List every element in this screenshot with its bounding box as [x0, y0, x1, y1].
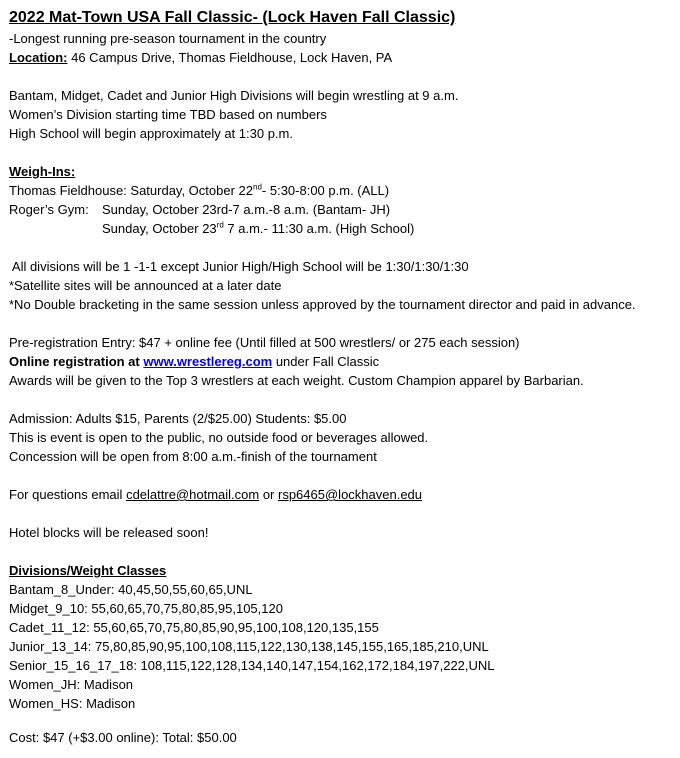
cost-line: Cost: $47 (+$3.00 online): Total: $50.00	[9, 730, 237, 745]
division-item: Senior_15_16_17_18: 108,115,122,128,134,140,147,154,162,172,184,197,222,UNL	[9, 658, 495, 673]
location-label: Location:	[9, 50, 68, 65]
awards-line: Awards will be given to the Top 3 wrestlers at each weight. Custom Champion apparel by Barbarian.	[9, 373, 584, 388]
admission-line-2: This is event is open to the public, no outside food or beverages allowed.	[9, 430, 429, 445]
rule-line-2: *Satellite sites will be announced at a later date	[9, 278, 282, 293]
gym-session-2-time: 7 a.m.- 11:30 a.m. (High School)	[223, 221, 415, 236]
gym-session-2-date: Sunday, October 23	[102, 221, 217, 236]
rule-line-3: *No Double bracketing in the same session unless approved by the tournament director and paid in advance.	[9, 297, 636, 312]
division-item: Women_HS: Madison	[9, 696, 136, 711]
weigh-in-gym-2	[9, 221, 414, 237]
division-item: Women_JH: Madison	[9, 677, 134, 692]
pre-registration: Pre-registration Entry: $47 + online fee (Until filled at 500 wrestlers/ or 275 each session)	[9, 335, 520, 350]
rule-line-1: All divisions will be 1 -1-1 except Junior High/High School will be 1:30/1:30/1:30	[9, 259, 469, 274]
weigh-in-gym-1	[9, 202, 390, 218]
gym-session-1: Sunday, October 23rd-7 a.m.-8 a.m. (Bantam- JH)	[102, 202, 391, 217]
email-link-cdelattre[interactable]: cdelattre@hotmail.com	[126, 487, 260, 502]
hotel-line: Hotel blocks will be released soon!	[9, 525, 209, 540]
admission-line-3: Concession will be open from 8:00 a.m.-finish of the tournament	[9, 449, 377, 464]
gym-session-2-suffix: rd	[216, 220, 224, 230]
tagline: -Longest running pre-season tournament in the country	[9, 31, 327, 46]
weigh-in-fieldhouse	[9, 183, 389, 199]
location-value: 46 Campus Drive, Thomas Fieldhouse, Lock Haven, PA	[67, 50, 393, 65]
weigh-ins-heading: Weigh-Ins:	[9, 164, 76, 179]
contact-pre: For questions email	[9, 487, 127, 502]
division-item: Cadet_11_12: 55,60,65,70,75,80,85,90,95,100,108,120,135,155	[9, 620, 379, 635]
fieldhouse-date: Thomas Fieldhouse: Saturday, October 22	[9, 183, 253, 198]
divisions-heading: Divisions/Weight Classes	[9, 563, 167, 578]
fieldhouse-date-suffix: nd	[253, 182, 262, 192]
division-item: Midget_9_10: 55,60,65,70,75,80,85,95,105,120	[9, 601, 283, 616]
schedule-line-3: High School will begin approximately at 1:30 p.m.	[9, 126, 293, 141]
gym-label: Roger’s Gym:	[9, 202, 89, 217]
online-registration-label: Online registration at	[9, 354, 144, 369]
location-line	[9, 50, 392, 66]
contact-line	[9, 487, 422, 503]
division-item: Junior_13_14: 75,80,85,90,95,100,108,115,122,130,138,145,155,165,185,210,UNL	[9, 639, 489, 654]
admission-line-1: Admission: Adults $15, Parents (2/$25.00) Students: $5.00	[9, 411, 347, 426]
page-title: 2022 Mat-Town USA Fall Classic- (Lock Haven Fall Classic)	[9, 9, 456, 26]
online-registration	[9, 354, 379, 370]
email-link-rsp6465[interactable]: rsp6465@lockhaven.edu	[278, 487, 423, 502]
schedule-line-1: Bantam, Midget, Cadet and Junior High Divisions will begin wrestling at 9 a.m.	[9, 88, 459, 103]
division-item: Bantam_8_Under: 40,45,50,55,60,65,UNL	[9, 582, 253, 597]
fieldhouse-time: - 5:30-8:00 p.m. (ALL)	[261, 183, 390, 198]
schedule-line-2: Women’s Division starting time TBD based on numbers	[9, 107, 327, 122]
wrestlereg-link[interactable]: www.wrestlereg.com	[143, 354, 273, 369]
contact-mid: or	[259, 487, 278, 502]
online-registration-post: under Fall Classic	[272, 354, 380, 369]
